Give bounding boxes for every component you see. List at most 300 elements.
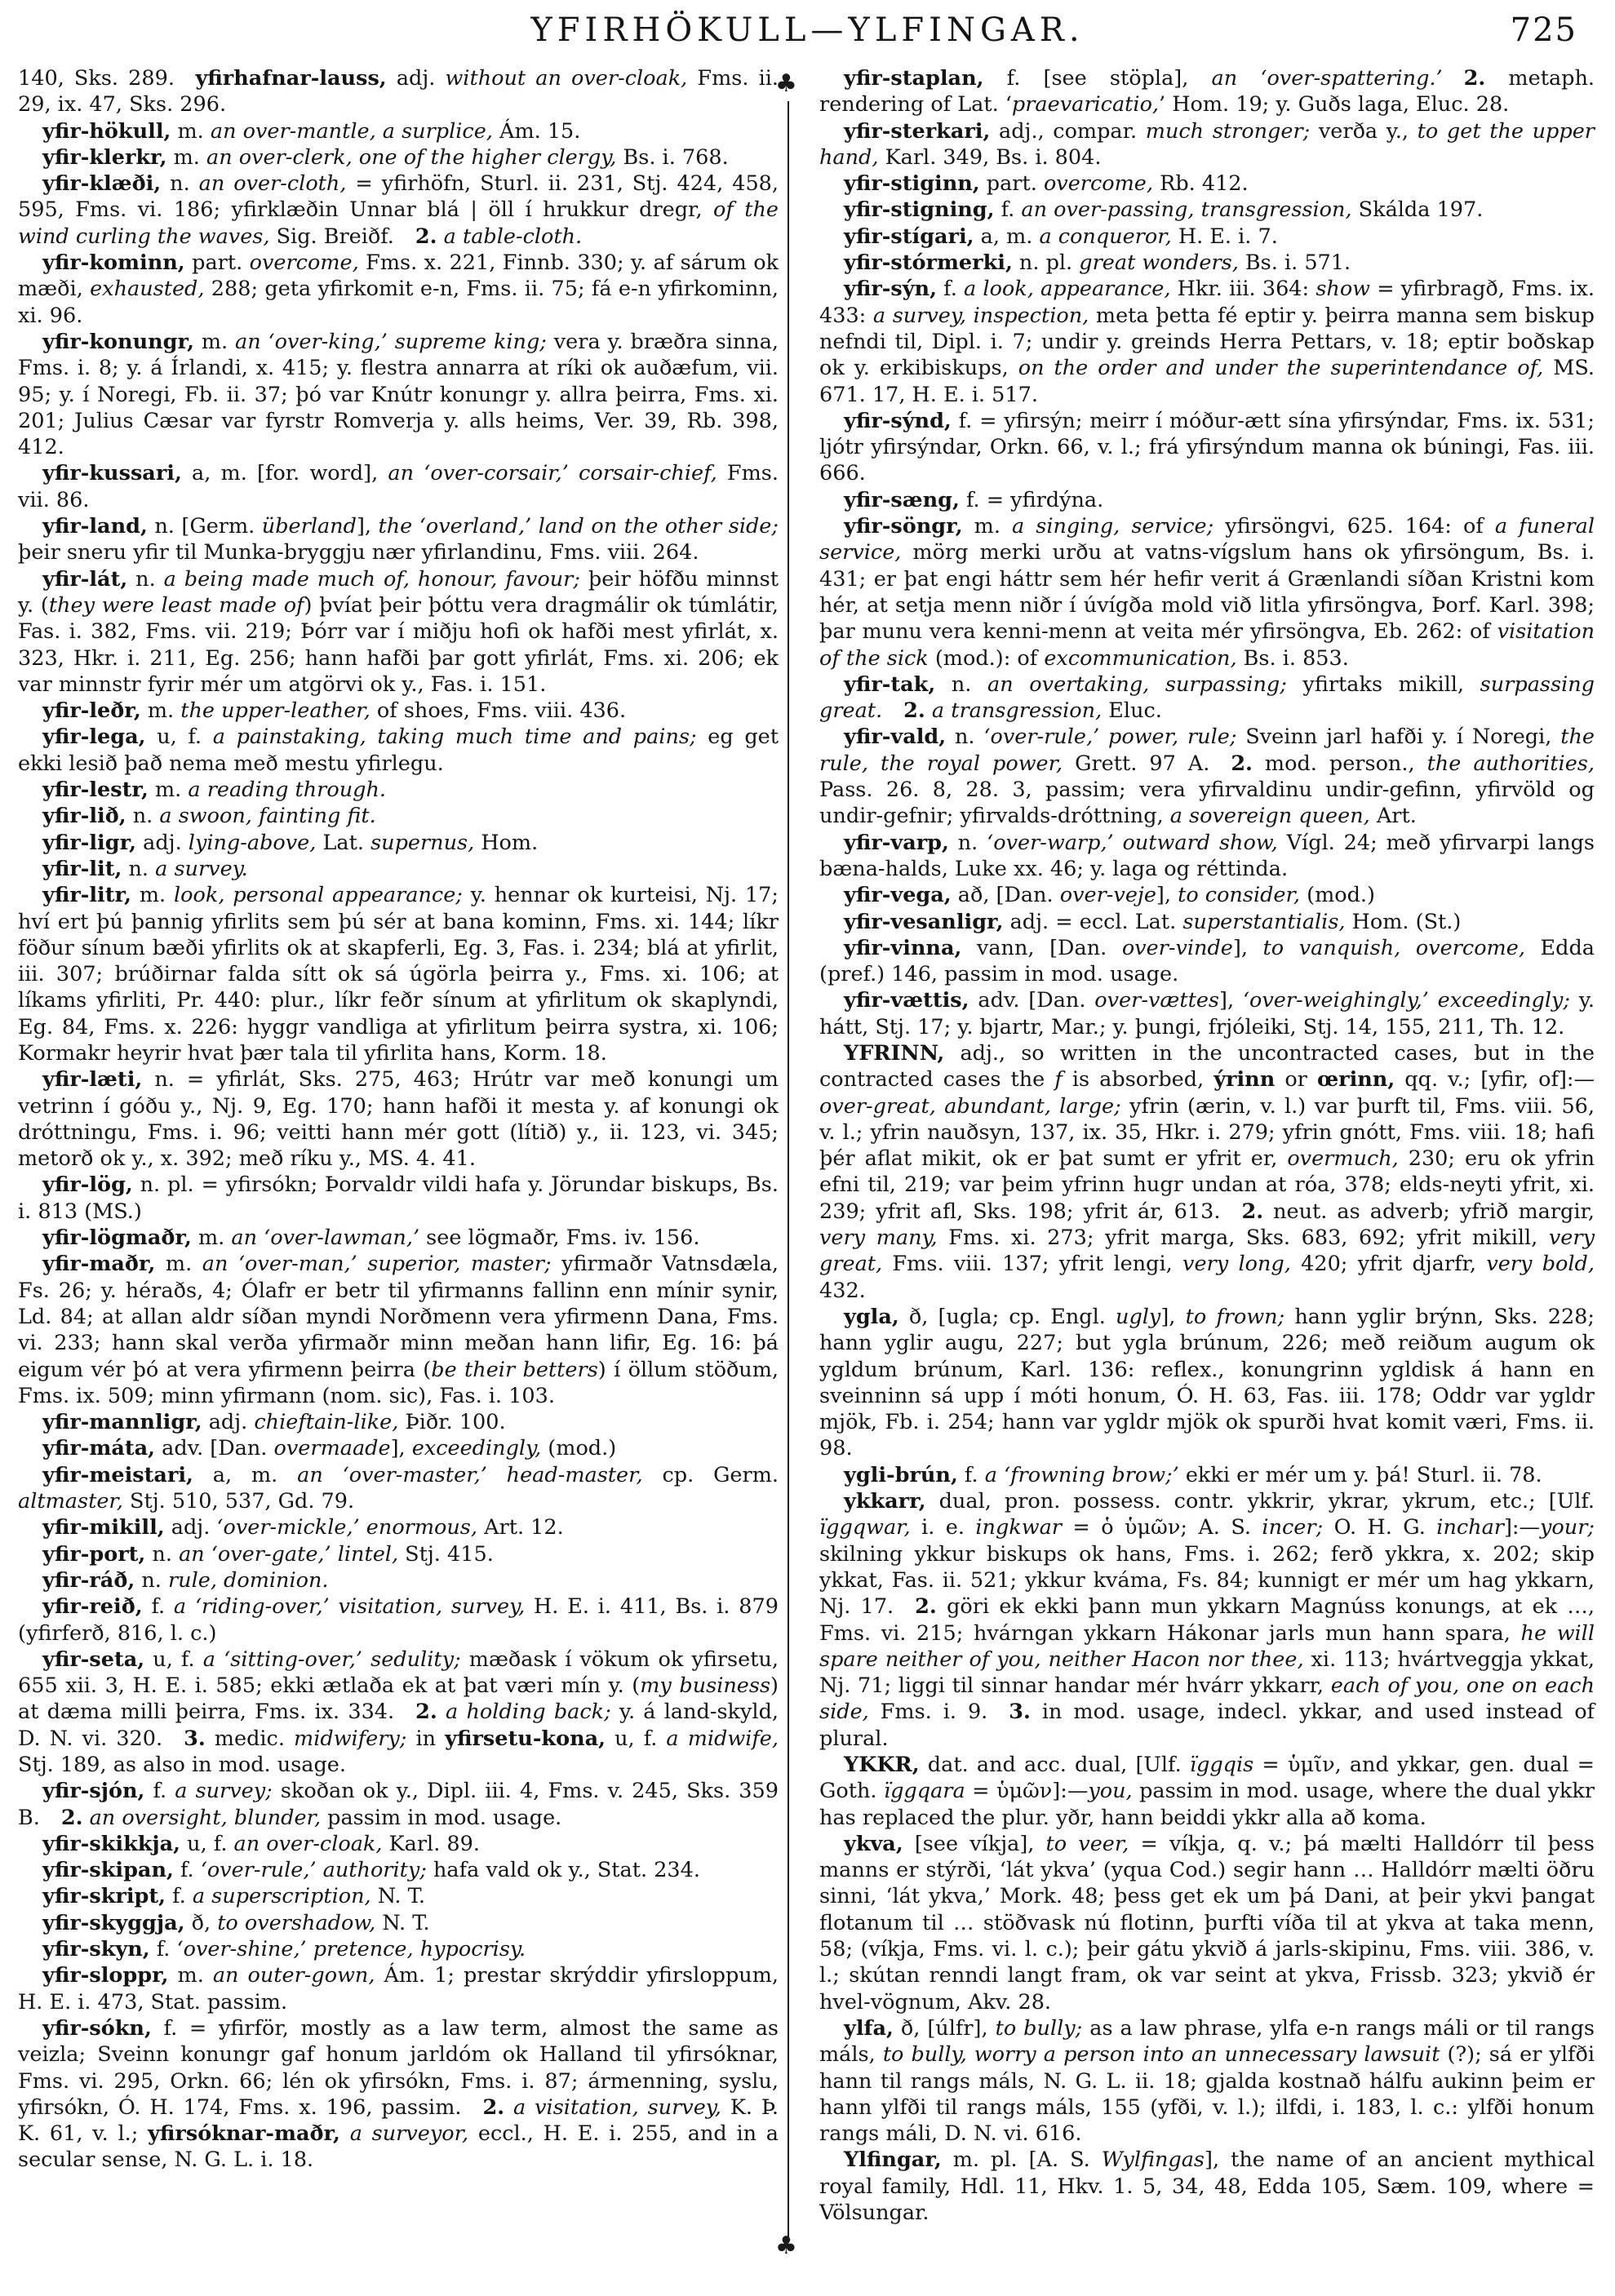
text-segment: excommunication, [1044,645,1237,671]
text-segment: Karl. 89. [382,1831,480,1856]
text-segment: Stj. 415. [398,1541,494,1567]
headword: yfir-lög, [42,1172,133,1198]
text-segment: Lat. [316,830,371,855]
dictionary-entry [18,856,779,882]
text-segment: overcome, [1043,171,1154,197]
text-segment: ‘over-rule,’ power, rule; [983,725,1237,750]
text-segment: in [406,1726,446,1751]
text-segment: n. [126,804,160,829]
dictionary-entry [819,2015,1595,2147]
text-segment: eg get ekki lesið það nema með mestu yfirlegu. [18,725,779,776]
text-segment: m. [191,1226,232,1251]
text-segment: visitation of the sick [819,619,1595,671]
text-segment: very bold, [1486,1252,1595,1277]
headword: yfir-stígari, [844,224,974,249]
text-segment: Hkr. iii. 364: [1170,277,1316,302]
text-segment: to consider, [1178,883,1301,908]
dictionary-entry [18,2015,779,2174]
headword: yfir-stigning, [844,197,995,223]
text-segment: ) þvíat þeir þóttu vera dragmálir ok túmlátir, Fas. i. 382, Fms. vii. 219; Þórr var í miðju hofi ok hafði mest yfirlát, x. 323, Hkr. i. 211, Eg. 256; hann hafði þar gott yfirlát, Fms. xi. 206; ek var minnstr fyrir mér um atgörvi ok y., Fas. i. 151. [18,592,779,697]
headword: yfir-vald, [844,725,947,750]
text-segment [340,2121,350,2146]
text-segment: 2. [903,698,925,724]
left-column [18,65,779,2174]
text-segment: a survey, inspection, [872,303,1089,328]
text-segment: ’ Hom. 19; y. Guðs laga, Eluc. 28. [1159,92,1510,117]
text-segment: show [1316,277,1371,302]
text-segment: chieftain-like, [254,1410,399,1435]
text-segment: a singing, service; [1012,514,1214,539]
dictionary-entry [18,1541,779,1567]
text-segment: (mod.): of [928,645,1045,671]
text-segment: Karl. 349, Bs. i. 804. [878,144,1102,170]
text-segment: Vígl. 24; með yfirvarpi langs bæna-halds, Luke xx. 46; y. laga og réttinda. [819,830,1595,881]
text-segment: or [1275,1067,1317,1093]
text-segment: to overshadow, [217,1910,376,1935]
dictionary-entry [819,1752,1595,1831]
text-segment: f. [994,197,1022,223]
text-segment: n. [127,566,164,592]
text-segment: u, f. [180,1831,234,1856]
text-segment: Eluc. [1102,698,1162,724]
headword: yfir-sjón, [42,1779,145,1804]
text-segment: a transgression, [931,698,1103,724]
text-segment: adj. = eccl. Lat. [1003,909,1183,934]
headword: yfir-skikkja, [42,1831,181,1856]
text-segment: göri ek ekki þann mun ykkarn Magnúss konungs, at ek …, Fms. vi. 215; hvárngan ykkarn Hákonar jarls mun hann spara, [819,1594,1595,1646]
headword: Ylfingar, [844,2148,942,2173]
text-segment: skilning ykkur biskups ok hans, Fms. i. 262; ferð ykkra, x. 202; skip ykkat, Fas. ii. 521; ykkur kváma, Fs. 84; kunnigt er mér um hag ykkarn, Nj. 17. [819,1541,1595,1620]
text-segment: without an over-cloak, [445,66,688,91]
text-segment: ïggqis [1189,1753,1254,1777]
text-segment: Sig. Breiðf. [269,224,394,249]
text-segment: 2. [915,1594,937,1620]
text-segment: a, m. [974,224,1040,249]
text-segment: adj. [136,830,189,855]
text-segment: dual, pron. possess. contr. ykkrir, ykrar, ykrum, etc.; [Ulf. [925,1489,1595,1514]
headword: yfir-vættis, [844,988,969,1013]
text-segment: ïggqara [883,1779,965,1804]
dictionary-entry [819,65,1595,118]
text-segment: f. [936,277,965,302]
text-segment: much stronger; [1145,118,1311,144]
text-segment: ‘over-weighingly,’ exceedingly; [1242,988,1570,1013]
text-segment: an over-passing, transgression, [1021,197,1352,223]
text-segment: u, f. [144,1647,203,1672]
text-segment: to vanquish, overcome, [1262,935,1525,960]
headword: yfir-tak, [844,672,936,697]
text-segment: a ‘sitting-over,’ sedulity; [202,1647,461,1672]
text-segment: ], [1160,1304,1186,1329]
text-segment: vann, [Dan. [961,935,1122,960]
dictionary-entry [18,1857,779,1883]
text-segment: supernus, [370,830,475,855]
text-segment: ], [390,1436,412,1461]
headword: yfir-lögmaðr, [42,1226,192,1251]
text-segment: m. [193,329,235,354]
dictionary-entry [819,1831,1595,2015]
headword: yfir-port, [42,1541,146,1567]
headword: yfir-litr, [42,883,131,908]
text-segment: ð, [184,1910,218,1935]
text-segment: dat. and acc. dual, [Ulf. [919,1753,1190,1777]
text-segment: a ‘riding-over,’ visitation, survey, [173,1594,526,1620]
text-segment: f. [142,1594,174,1620]
text-segment: altmaster, [18,1489,123,1514]
text-segment: a table-cloth. [443,224,583,249]
text-segment: ], [1232,935,1263,960]
text-segment: ]:— [1503,1515,1541,1540]
text-segment: m. [131,883,175,908]
text-segment: incer; [1262,1515,1324,1540]
headword: yfir-mannligr, [42,1410,202,1435]
text-segment: an ‘over-master,’ head-master, [297,1462,643,1487]
text-segment: u, f. [145,725,213,750]
text-segment: ugly [1116,1304,1161,1329]
headword: yfir-skyggja, [42,1910,185,1935]
headword: yfir-maðr, [42,1252,156,1277]
text-segment: yfirsöngvi, 625. 164: of [1213,514,1495,539]
text-segment: [see víkja], [903,1831,1046,1856]
dictionary-entry [18,1435,779,1461]
text-segment: an ‘over-man,’ superior, master; [202,1252,552,1277]
dictionary-entry [18,1462,779,1515]
text-segment: i. e. [910,1515,976,1540]
right-column [819,65,1595,2226]
text-segment: overmuch, [1287,1146,1399,1172]
dictionary-entry [18,1883,779,1909]
text-segment: a visitation, survey, [513,2094,721,2120]
text-segment: ekki er mér um y. þá! Sturl. ii. 78. [1178,1462,1542,1487]
text-segment: K. Þ. K. 61, v. l.; [18,2094,779,2147]
headword: yfir-sterkari, [844,118,991,144]
dictionary-entry [819,935,1595,988]
headword: yfirsetu-kona, [445,1726,606,1751]
trefoil-top-icon: ♣ [775,69,797,98]
text-segment: Þiðr. 100. [398,1410,506,1435]
text-segment: mæðask í vökum ok yfirsetu, 655 xii. 3, H. E. i. 585; ekki ætlaða ek at þat væri mín y. ( [18,1647,779,1699]
dictionary-entry [18,1831,779,1857]
text-segment: eccl., H. E. i. 255, and in a secular sense, N. G. L. i. 18. [18,2121,779,2173]
text-segment: Bs. i. 768. [616,144,729,170]
text-segment: a ‘frowning brow;’ [984,1462,1179,1487]
dictionary-entry [18,118,779,144]
headword: yfir-lega, [42,725,146,750]
text-segment: ‘over-mickle,’ enormous, [216,1515,478,1540]
text-segment: 3. [184,1726,206,1751]
headword: yfir-klerkr, [42,144,167,170]
text-segment: yfirtaks mikill, [1286,672,1480,697]
text-segment: neut. as adverb; yfrið margir, [1263,1199,1595,1224]
text-segment: N. T. [375,1910,430,1935]
text-segment: a look, appearance, [964,277,1171,302]
dictionary-entry [819,1462,1595,1488]
text-segment: (mod.) [541,1436,617,1461]
headword: yfir-klæði, [42,171,162,197]
text-segment: to veer, [1045,1831,1129,1856]
text-segment: adv. [Dan. [155,1436,274,1461]
text-segment: adj., so written in the uncontracted cases, but in the contracted cases the [819,1040,1595,1093]
text-segment: very many, [819,1226,938,1251]
text-segment: m. [140,698,181,724]
text-segment: m. [962,514,1012,539]
text-segment: very long, [1182,1252,1291,1277]
text-segment: hafa vald ok y., Stat. 234. [426,1858,700,1883]
text-segment: n. [946,725,984,750]
text-segment: a conqueror, [1039,224,1172,249]
text-segment: of the wind curling the waves, [18,197,779,249]
dictionary-entry [18,698,779,724]
headword: yfir-land, [42,514,148,539]
text-segment: a surveyor, [349,2121,469,2147]
text-segment: f. = yfirför, mostly as a law term, almost the same as veizla; Sveinn konungr gaf honum jarldóm ok Halland til yfirsóknar, Fms. vi. 295, Orkn. 66; lén ok yfirsókn, Fms. i. 87; ármenning, syslu, yfirsókn, Ó. H. 174, Fms. x. 196, passim. [18,2015,779,2120]
dictionary-entry [819,724,1595,829]
headword: yfir-læti, [42,1067,143,1093]
headword: yfir-skipan, [42,1858,174,1883]
text-segment: 230; eru ok yfrin efni til, 219; var þeim yfrinn hugr undan at róa, 378; elds-neyti yfrit, xi. 239; yfrit afl, Sks. 198; yfrit ár, 613. [819,1146,1595,1224]
text-segment: Rb. 412. [1153,171,1249,197]
text-segment: the authorities, [1426,751,1595,776]
dictionary-entry [18,1936,779,1962]
text-segment: 288; geta yfirkomit e-n, Fms. ii. 75; fá e-n yfirkominn, xi. 96. [18,277,779,328]
text-segment: a being made much of, honour, favour; [163,566,580,592]
text-segment: Fms. vii. 86. [18,461,779,512]
text-segment: N. T. [370,1884,425,1909]
text-segment: ], the name of an ancient mythical royal family, Hdl. 11, Hkv. 1. 5, 34, 48, Edda 105, Sæm. 109, where = Völsungar. [819,2148,1595,2226]
text-segment: 2. [1231,751,1253,776]
headword: yfir-máta, [42,1436,156,1461]
text-segment: Bs. i. 571. [1238,250,1351,276]
headword: yfir-sókn, [42,2015,152,2041]
text-segment: m. [148,778,189,803]
dictionary-entry [18,777,779,803]
text-segment: ïggqwar, [819,1515,911,1540]
dictionary-entry [18,1172,779,1225]
text-segment: adj., compar. [990,118,1146,144]
dictionary-entry [18,329,779,460]
text-segment: 140, Sks. 289. [18,66,196,91]
text-segment: adj. [202,1410,255,1435]
text-segment: qq. v.; [yfir, of]:— [1395,1067,1595,1093]
headword: yfir-vinna, [844,935,962,960]
text-segment: praevaricatio, [1011,92,1160,117]
text-segment: n. [145,1541,180,1567]
text-segment: exhausted, [90,277,205,302]
dictionary-entry [18,1225,779,1251]
headword: yfirsóknar-maðr, [148,2121,340,2147]
text-segment: n. pl. = yfirsókn; Þorvaldr vildi hafa y. Jörundar biskups, Bs. i. 813 (MS.) [18,1172,779,1224]
text-segment: the ‘overland,’ land on the other side; [378,514,779,539]
headword: yfir-sýnd, [844,408,952,433]
text-segment: of shoes, Fms. viii. 436. [370,698,627,724]
dictionary-entry [18,566,779,698]
text-segment: 2. [1241,1199,1264,1224]
headword: ykkarr, [844,1489,926,1514]
text-segment: f. [173,1858,201,1883]
text-segment: f. [149,1937,177,1962]
text-segment [504,2095,513,2120]
dictionary-entry [18,1567,779,1593]
text-segment: hann yglir brýnn, Sks. 228; hann yglir augu, 227; but ygla brúnum, 226; með reiðum augum ok ygldum brúnum, Karl. 136: reflex., konungrinn ygldisk á hann en sveinninn sá upp í móti honum, Ó. H. 63, Fas. iii. 178; Oddr var ygldr mjök, Fb. i. 254; hann var ygldr mjök ok spurði hvat komit væri, Fms. ii. 98. [819,1304,1595,1461]
text-segment: y. á land-skyld, D. N. vi. 320. [18,1700,779,1751]
text-segment: ð, [úlfr], [893,2015,996,2041]
dictionary-entry [819,197,1595,223]
text-segment: überland [261,514,357,539]
headword: yfir-meistari, [42,1462,193,1487]
headword: yfir-ligr, [42,830,137,855]
text-segment: exceedingly, [411,1436,542,1461]
text-segment: very great, [819,1226,1595,1277]
headword: yfir-stiginn, [844,171,980,197]
text-segment: m. [168,1963,213,1988]
headword: yfir-sloppr, [42,1963,169,1988]
headword: yfir-hökull, [42,118,171,144]
headword: yfir-konungr, [42,329,194,354]
text-segment: as a law phrase, ylfa e-n rangs máli or til rangs máls, [819,2015,1595,2068]
headword: ýrinn [1213,1067,1276,1093]
text-segment: ) at dæma milli þeirra, Fms. ix. 334. [18,1673,779,1725]
text-segment: a, m. [for. word], [181,461,388,486]
text-segment: Sveinn jarl hafði y. í Noregi, [1236,725,1561,750]
dictionary-entry [18,513,779,566]
text-segment: Fms. viii. 137; yfrit lengi, [882,1252,1183,1277]
headword: yfir-sæng, [844,487,960,512]
text-segment: a funeral service, [819,514,1595,565]
text-segment: Skálda 197. [1351,197,1484,223]
text-segment: m. [155,1252,202,1277]
dictionary-entry [18,1910,779,1936]
text-segment: n. [135,1567,168,1593]
text-segment: Fms. x. 221, Finnb. 330; y. af sárum ok mæði, [18,250,779,302]
text-segment: Stj. 510, 537, Gd. 79. [122,1489,355,1514]
text-segment: f. [144,1779,175,1804]
text-segment: ‘over-shine,’ pretence, hypocrisy. [176,1937,526,1962]
text-segment: he will spare neither of you, neither Hacon nor thee, [819,1620,1595,1672]
text-segment: þeir sneru yfir til Munka-bryggju nær yfirlandinu, Fms. viii. 264. [18,540,699,565]
dictionary-entry [18,171,779,250]
text-segment: part. [184,250,250,276]
text-segment: 3. [1009,1700,1031,1725]
dictionary-entry [819,1488,1595,1752]
text-segment: an ‘over-corsair,’ corsair-chief, [388,461,717,486]
text-segment: yfrin (ærin, v. l.) var þurft til, Fms. viii. 56, v. l.; yfrin nauðsyn, 137, ix. 35, Hkr. i. 279; yfrin gnótt, Fms. viii. 18; hafi þér aflat mikit, ok er þat sumt er yfrit er, [819,1093,1595,1172]
text-segment: 2. [1463,66,1486,91]
text-segment: rule, dominion. [167,1567,329,1593]
dictionary-entry [18,1514,779,1540]
text-segment: 2. [415,1700,437,1725]
text-segment: (mod.) [1300,883,1375,908]
text-segment: MS. 671. 17, H. E. i. 517. [819,356,1595,407]
text-segment [82,1806,89,1830]
text-segment: over-vættes [1094,988,1219,1013]
dictionary-entry [819,171,1595,197]
text-segment: ð, [ugla; cp. Engl. [898,1304,1116,1329]
text-segment: Hom. (St.) [1345,909,1462,934]
text-segment: each of you, one on each side, [819,1673,1595,1725]
text-segment: cp. Germ. [642,1462,779,1487]
text-segment: xi. 113; hvártveggja ykkat, Nj. 71; liggi til sinnar handar mér hvárr ykkarr, [819,1647,1595,1699]
dictionary-entry [819,1304,1595,1462]
text-segment: þeir höfðu minnst y. ( [18,566,779,618]
text-segment: Hom. [474,830,539,855]
text-segment: yfirmaðr Vatnsdæla, Fs. 26; y. héraðs, 4; Ólafr er betr til yfirmanns fallinn enn mínir synir, Ld. 84; at allan aldr síðan myndi Norðmenn vera yfirmenn Dana, Fms. vi. 233; hann skal verða yfirmaðr minn meðan hann lifir, Eg. 16: þá eigum vér þó at vera yfirmenn þeirra ( [18,1252,779,1382]
headword: yfir-reið, [42,1594,143,1620]
text-segment: an ‘over-lawman,’ [231,1226,420,1251]
text-segment: a holding back; [446,1700,611,1725]
dictionary-entry [18,724,779,777]
text-segment: a sovereign queen, [1169,804,1370,829]
text-segment: great wonders, [1079,250,1239,276]
text-segment: an over-cloth, [198,171,347,197]
text-segment: mod. person., [1252,751,1427,776]
text-segment: over-great, abundant, large; [819,1093,1121,1119]
text-segment: ], [1219,988,1243,1013]
headword: yfir-skript, [42,1884,166,1909]
text-segment: = ὑμῖν, and ykkar, gen. dual = Goth. [819,1753,1595,1804]
text-segment: m. [166,144,207,170]
text-segment: part. [979,171,1044,197]
headword: yfir-sýn, [844,277,937,302]
text-segment: Ám. 1; prestar skrýddir yfirsloppum, H. E. i. 473, Stat. passim. [18,1963,779,2015]
text-segment: n. [161,171,199,197]
headword: yfir-lestr, [42,778,149,803]
text-segment: ], [356,514,379,539]
dictionary-entry [18,803,779,829]
text-segment: u, f. [606,1726,667,1751]
text-segment: n. pl. [1012,250,1080,276]
dictionary-entry [819,1040,1595,1304]
headword: YFRINN, [844,1040,945,1066]
text-segment: Ám. 15. [492,118,581,144]
trefoil-bottom-icon: ♣ [775,2232,797,2260]
text-segment: (?); sá er ylfði hann til rangs máls, N. G. L. ii. 18; gjalda kostnað hálfu aukinn þeim er hann ylfði til rangs máls, 155 (yfði, v. l.); ilfdi, i. 183, l. c.: ylfði honum rangs máli, D. N. vi. 616. [819,2042,1595,2147]
headword: yfir-lið, [42,804,126,829]
text-segment: ) í öllum stöðum, Fms. ix. 509; minn yfirmann (nom. sic), Fas. i. 103. [18,1357,779,1408]
text-segment: vera y. bræðra sinna, Fms. i. 8; y. á Írlandi, x. 415; y. flestra annarra at ríki ok auðæfum, vii. 95; y. í Noregi, Fb. ii. 37; þó var Knútr konungr y. allra þeirra, Fms. xi. 201; Julius Cæsar var fyrstr Romverja y. alls heims, Ver. 39, Rb. 398, 412. [18,329,779,460]
page-number: 725 [1510,11,1577,49]
dictionary-entry [18,460,779,513]
text-segment: H. E. i. 7. [1171,224,1278,249]
dictionary-entry [819,487,1595,513]
text-segment: 420; yfrit djarfr, [1290,1252,1487,1277]
text-segment: Wylfingas [1101,2148,1205,2173]
text-segment: ], [1156,883,1178,908]
text-segment: skoðan ok y., Dipl. iii. 4, Fms. v. 245, Sks. 359 B. [18,1779,779,1830]
dictionary-entry [18,1066,779,1172]
text-segment: adj. [164,1515,217,1540]
text-segment: be their betters [431,1357,598,1382]
text-segment: f. [957,1462,985,1487]
text-segment: a survey. [155,856,248,881]
text-segment: Art. [1369,804,1417,829]
dictionary-entry [819,250,1595,276]
text-segment: 432. [819,1278,866,1303]
text-segment: an ‘over-spattering.’ [1211,66,1443,91]
text-segment: to bully; [995,2015,1083,2041]
dictionary-entry [18,1593,779,1647]
headword: yfir-varp, [844,830,949,855]
text-segment: f. = yfirdýna. [959,487,1104,512]
text-segment: medic. [205,1726,295,1751]
text-segment: your; [1540,1515,1595,1540]
text-segment: in mod. usage, indecl. ykkar, and used instead of plural. [819,1700,1595,1751]
dictionary-entry [18,1409,779,1435]
column-divider [788,101,789,2237]
dictionary-entry [819,987,1595,1040]
headword: yfir-seta, [42,1647,145,1672]
headword: yfir-staplan, [844,66,984,91]
headword: yfir-lát, [42,566,128,592]
